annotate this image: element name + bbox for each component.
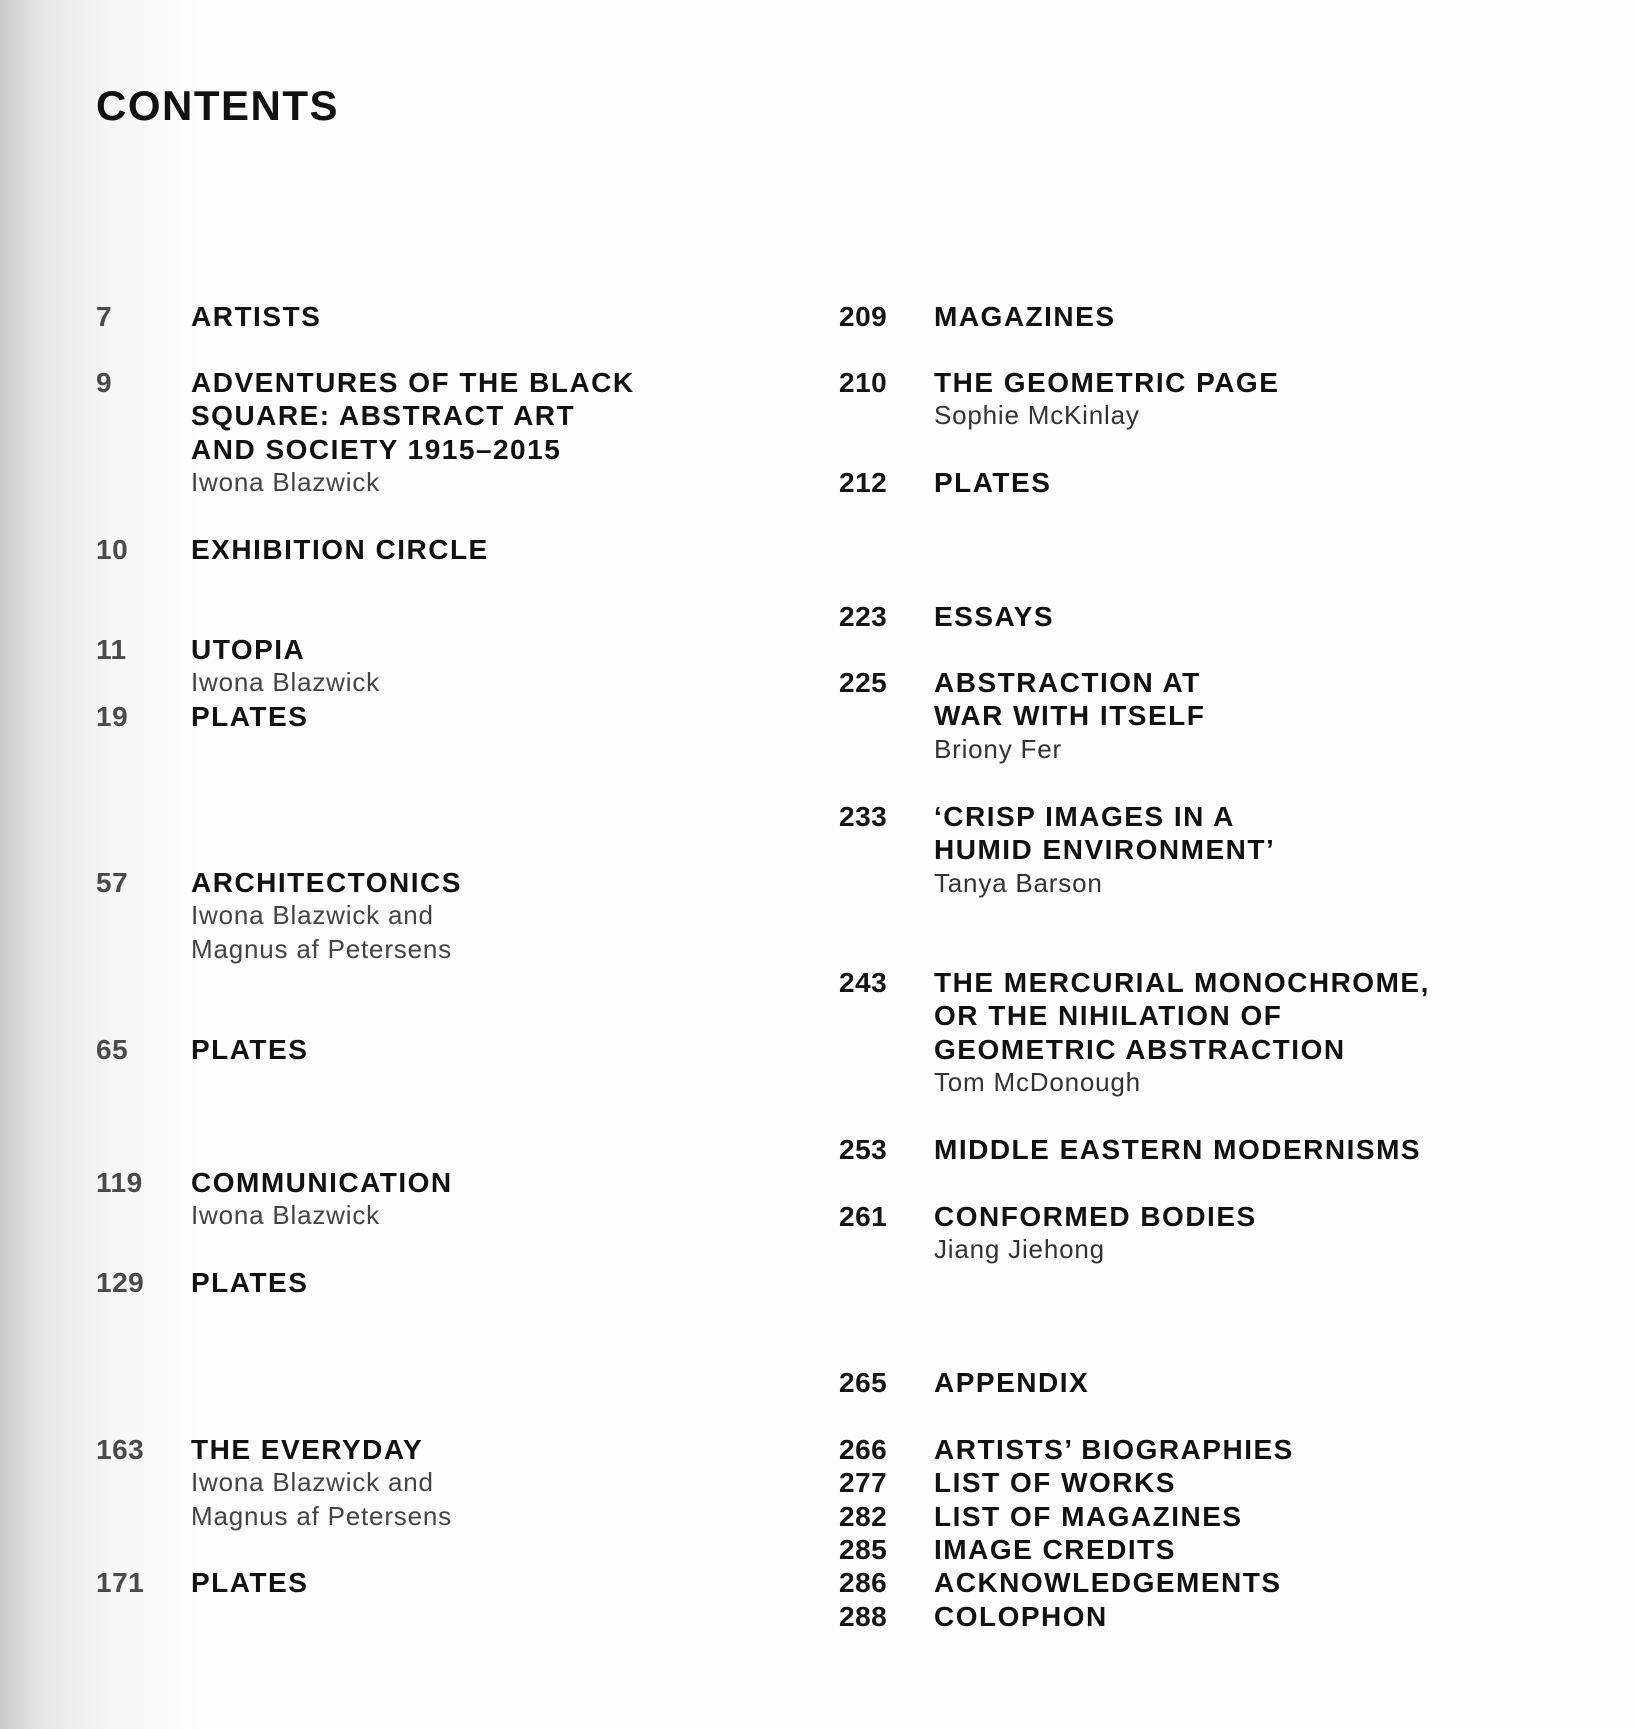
page-number: 243 bbox=[839, 967, 888, 998]
section-heading: CONFORMED BODIES bbox=[934, 1201, 1257, 1232]
entry-text bbox=[191, 1166, 751, 1233]
entry-text bbox=[191, 633, 751, 700]
page-number: 210 bbox=[839, 367, 888, 398]
section-heading: LIST OF WORKS bbox=[934, 1467, 1176, 1498]
section-author: Iwona Blazwick bbox=[191, 1200, 380, 1231]
section-heading: ESSAYS bbox=[934, 601, 1055, 632]
entry-text bbox=[191, 1566, 751, 1599]
section-heading: ADVENTURES OF THE BLACK SQUARE: ABSTRACT ART AND SOCIETY 1915–2015 bbox=[191, 367, 635, 465]
page-number: 265 bbox=[839, 1367, 888, 1398]
page-number: 223 bbox=[839, 601, 888, 632]
section-author: Tom McDonough bbox=[934, 1067, 1141, 1098]
page-number: 212 bbox=[839, 467, 888, 498]
entry-text bbox=[934, 1533, 1534, 1566]
section-heading: UTOPIA bbox=[191, 634, 306, 665]
page-number: 10 bbox=[96, 534, 129, 565]
page-number: 65 bbox=[96, 1034, 129, 1065]
section-heading: PLATES bbox=[191, 701, 309, 732]
entry-text bbox=[934, 1466, 1534, 1499]
page-number: 171 bbox=[96, 1567, 145, 1598]
page-number: 282 bbox=[839, 1501, 888, 1532]
section-heading: ‘CRISP IMAGES IN A HUMID ENVIRONMENT’ bbox=[934, 801, 1276, 866]
entry-text bbox=[934, 300, 1534, 333]
entry-text bbox=[934, 800, 1534, 900]
section-heading: MIDDLE EASTERN MODERNISMS bbox=[934, 1134, 1422, 1165]
section-author: Sophie McKinlay bbox=[934, 400, 1140, 431]
entry-text bbox=[191, 700, 751, 733]
page-number: 261 bbox=[839, 1201, 888, 1232]
section-author: Jiang Jiehong bbox=[934, 1234, 1105, 1265]
entry-text bbox=[934, 1366, 1534, 1399]
entry-text bbox=[191, 300, 751, 333]
page-number: 7 bbox=[96, 301, 113, 332]
section-heading: PLATES bbox=[191, 1267, 309, 1298]
entry-text bbox=[934, 1133, 1534, 1166]
section-author: Iwona Blazwick bbox=[191, 667, 380, 698]
entry-text bbox=[934, 366, 1534, 433]
page-number: 266 bbox=[839, 1434, 888, 1465]
section-heading: ARTISTS bbox=[191, 301, 322, 332]
page-number: 225 bbox=[839, 667, 888, 698]
page-number: 11 bbox=[96, 634, 127, 665]
entry-text bbox=[934, 666, 1534, 766]
section-author: Tanya Barson bbox=[934, 867, 1103, 898]
page-number: 286 bbox=[839, 1567, 888, 1598]
page-number: 288 bbox=[839, 1601, 888, 1632]
section-heading: COLOPHON bbox=[934, 1601, 1108, 1632]
section-heading: PLATES bbox=[934, 467, 1052, 498]
entry-text bbox=[934, 466, 1534, 499]
page-number: 233 bbox=[839, 801, 888, 832]
page-number: 9 bbox=[96, 367, 113, 398]
section-heading: ARCHITECTONICS bbox=[191, 867, 462, 898]
entry-text bbox=[191, 1433, 751, 1533]
page-number: 253 bbox=[839, 1134, 888, 1165]
section-heading: THE EVERYDAY bbox=[191, 1434, 424, 1465]
entry-text bbox=[191, 1266, 751, 1299]
page-title: CONTENTS bbox=[96, 82, 339, 129]
entry-text bbox=[934, 1433, 1534, 1466]
page-number: 163 bbox=[96, 1434, 145, 1465]
section-author: Iwona Blazwick bbox=[191, 467, 380, 498]
entry-text bbox=[934, 1500, 1534, 1533]
page-number: 19 bbox=[96, 701, 129, 732]
entry-text bbox=[191, 1033, 751, 1066]
page-number: 129 bbox=[96, 1267, 145, 1298]
section-heading: THE MERCURIAL MONOCHROME, OR THE NIHILATION OF GEOMETRIC ABSTRACTION bbox=[934, 967, 1430, 1065]
entry-text bbox=[934, 1566, 1534, 1599]
entry-text bbox=[191, 866, 751, 966]
page-number: 209 bbox=[839, 301, 888, 332]
entry-text bbox=[934, 600, 1534, 633]
section-author: Briony Fer bbox=[934, 733, 1062, 764]
section-heading: MAGAZINES bbox=[934, 301, 1116, 332]
page-number: 277 bbox=[839, 1467, 888, 1498]
section-heading: IMAGE CREDITS bbox=[934, 1534, 1176, 1565]
section-heading: PLATES bbox=[191, 1034, 309, 1065]
section-heading: LIST OF MAGAZINES bbox=[934, 1501, 1243, 1532]
section-heading: PLATES bbox=[191, 1567, 309, 1598]
entry-text bbox=[934, 1200, 1534, 1267]
section-heading: EXHIBITION CIRCLE bbox=[191, 534, 489, 565]
entry-text bbox=[191, 366, 751, 500]
section-heading: APPENDIX bbox=[934, 1367, 1090, 1398]
page-number: 285 bbox=[839, 1534, 888, 1565]
page-number: 119 bbox=[96, 1167, 143, 1198]
section-heading: THE GEOMETRIC PAGE bbox=[934, 367, 1280, 398]
section-author: Iwona Blazwick and Magnus af Petersens bbox=[191, 1467, 452, 1531]
page-number: 57 bbox=[96, 867, 129, 898]
section-heading: COMMUNICATION bbox=[191, 1167, 453, 1198]
entry-text bbox=[934, 966, 1534, 1100]
section-heading: ABSTRACTION AT WAR WITH ITSELF bbox=[934, 667, 1206, 732]
entry-text bbox=[934, 1600, 1534, 1633]
section-heading: ARTISTS’ BIOGRAPHIES bbox=[934, 1434, 1294, 1465]
section-heading: ACKNOWLEDGEMENTS bbox=[934, 1567, 1282, 1598]
entry-text bbox=[191, 533, 751, 566]
section-author: Iwona Blazwick and Magnus af Petersens bbox=[191, 900, 452, 964]
